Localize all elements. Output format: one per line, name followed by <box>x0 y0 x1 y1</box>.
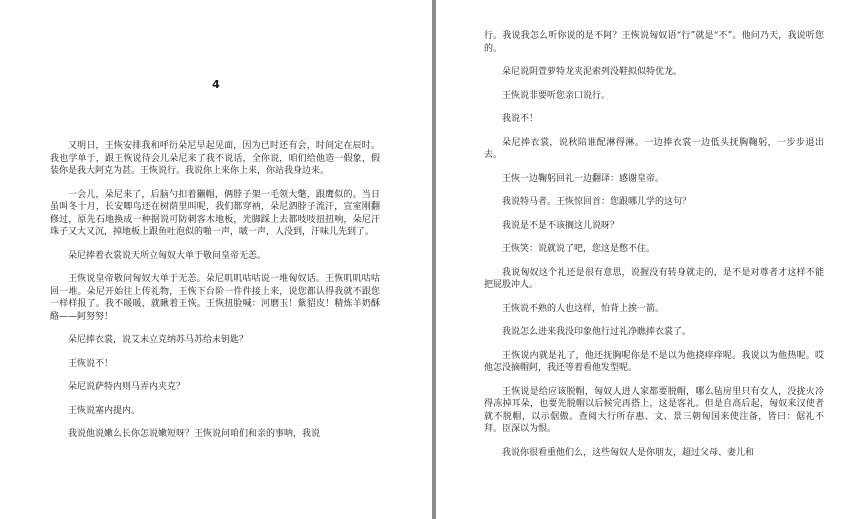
left-page <box>0 0 432 519</box>
paragraph: 王恢说是给应该脱帽，匈奴人进人家都要脱帽，哪么毡房里只有女人，没拢火冷得冻掉耳朵，也要先脱帽以后候完再搭上，这是客礼。但是自高后起，匈奴来汉使者就不脱帽，以示倨傲。查阅大行所存惠、文、景三朝匈国来使注备，皆曰：倨礼不拜。臣深以为恨。 <box>484 386 824 434</box>
paragraph: 王恢说皇帝敬问匈奴大单于无恙。朵尼叽叽咕咕说一堆匈奴话。王恢叽叽咕咕回一堆。朵尼开始往上传礼物，王恢下台阶一件件接上来，说您都认得我就不跟您一样样报了。我不暖暖，就瞅着王恢。王恢扭脸喊：河磨玉！紫貂皮！精炼羊奶酥酪——阿努努！ <box>50 274 380 322</box>
paragraph: 行。我说我怎么听你说的是不阿？王恢说匈奴语“行”就是“不”。他问乃天，我说听您的。 <box>484 31 824 54</box>
paragraph: 我说特马者。王恢惊回首：您跟哪儿学的这句？ <box>502 197 692 207</box>
paragraph: 朵尼说阴萱萝特龙夹泥索列没鞋拟似特优龙。 <box>502 67 683 77</box>
paragraph: 王恢说不！ <box>68 358 114 369</box>
paragraph: 我说他说嫩么长你怎说嫩短呀？王恢说问咱们和亲的事呐，我说 <box>68 429 321 439</box>
left-page-text <box>50 140 380 452</box>
paragraph: 朵尼捧衣裳，说秋陪谁配淋得淋。一边捧衣裳一边低头抚胸鞠躬，一步步退出去。 <box>484 137 824 160</box>
paragraph: 朵尼捧衣裳，说艾未立克纳苏马苏给未钥匙？ <box>68 335 249 345</box>
paragraph: 王恢说内就是礼了，他还抚胸呢你是不是以为他挠痒痒呢。我说以为他热呢。哎他怎没摘帽阿，我还等着看他发型呢。 <box>484 350 824 373</box>
paragraph: 王恢说不熟的人也这样，怕背上挨一箭。 <box>502 303 665 314</box>
paragraph: 朵尼说萨特内则马弄内夹克？ <box>68 382 186 392</box>
paragraph: 王恢笑：说就说了吧，您这是憋不住。 <box>502 244 656 254</box>
paragraph: 王恢说非要听您亲口说行。 <box>502 90 611 101</box>
paragraph: 我说是不是不该搁这儿说呀？ <box>502 220 620 231</box>
paragraph: 我说不！ <box>502 114 539 124</box>
paragraph: 王恢一边鞠躬回礼一边翻译：感谢皇帝。 <box>502 173 665 184</box>
paragraph: 又明日，王恢安排我和呼衍朵尼早起见面，因为已时还有会，时间定在辰时。我也学单于，跟王恢说待会儿朵尼来了我不说话，全你说，咱们给他造一假象，假装你是我大阿克为甚。王恢说行。我说你上来你上来，你站我身边来。 <box>50 141 380 176</box>
right-page <box>436 0 868 519</box>
paragraph: 朵尼捧着衣裳说天所立匈奴大单于敬问皇帝无恙。 <box>68 250 267 261</box>
paragraph: 一会儿，朵尼来了，后脑勺扣着獭帽，俩脖子架一毛领大氅，跟鹰似的。当日虽叫冬十月，长安唧鸟还在树荫里叫呢，我们都穿衲，朵尼泗脖子流汗，宣室刚翻修过，原先石地换成一种据说可防刺客木地板，光脚踩上去都吱吱扭扭响，朵尼汗珠子又大又沉，掉地板上跟鱼吐泡似的啪一声，啵一声，人没到，汗味儿先到了。 <box>50 189 380 237</box>
chapter-number: 4 <box>212 78 220 91</box>
right-page-text <box>484 30 824 470</box>
paragraph: 王恢说塞内提内。 <box>68 405 141 416</box>
paragraph: 我说你很看重他们么，这些匈奴人是你朋友，超过父母、妻儿和 <box>502 447 755 458</box>
paragraph: 我说匈奴这个礼还是很有意思，说握没有转身就走的，是不是对尊者才这样不能把屁股冲人。 <box>484 267 824 290</box>
paragraph: 我说怎么进来我没印象他行过礼净瞧捧衣裳了。 <box>502 327 692 337</box>
